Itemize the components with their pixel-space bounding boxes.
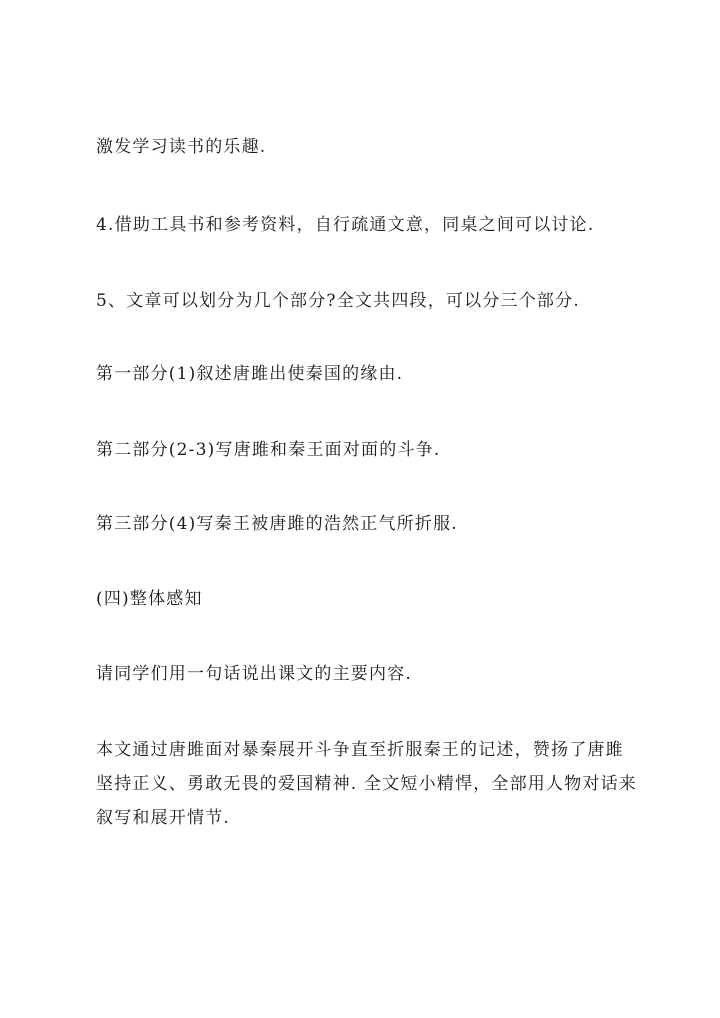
- paragraph-step-5: 5、文章可以划分为几个部分?全文共四段，可以分三个部分.: [96, 291, 580, 311]
- paragraph-summary: 本文通过唐雎面对暴秦展开斗争直至折服秦王的记述，赞扬了唐雎坚持正义、勇敢无畏的爱国精神. 全文短小精悍，全部用人物对话来叙写和展开情节.: [96, 740, 638, 828]
- paragraph-part-three: 第三部分(4)写秦王被唐雎的浩然正气所折服.: [96, 514, 458, 534]
- paragraph-instruction: 请同学们用一句话说出课文的主要内容.: [96, 664, 413, 684]
- paragraph-step-4: 4.借助工具书和参考资料，自行疏通文意，同桌之间可以讨论.: [96, 215, 595, 235]
- paragraph-part-one: 第一部分(1)叙述唐雎出使秦国的缘由.: [96, 364, 404, 384]
- section-heading-overall-perception: (四)整体感知: [96, 589, 203, 609]
- paragraph-part-two: 第二部分(2-3)写唐雎和秦王面对面的斗争.: [96, 440, 441, 460]
- paragraph-reading-interest: 激发学习读书的乐趣.: [96, 137, 267, 157]
